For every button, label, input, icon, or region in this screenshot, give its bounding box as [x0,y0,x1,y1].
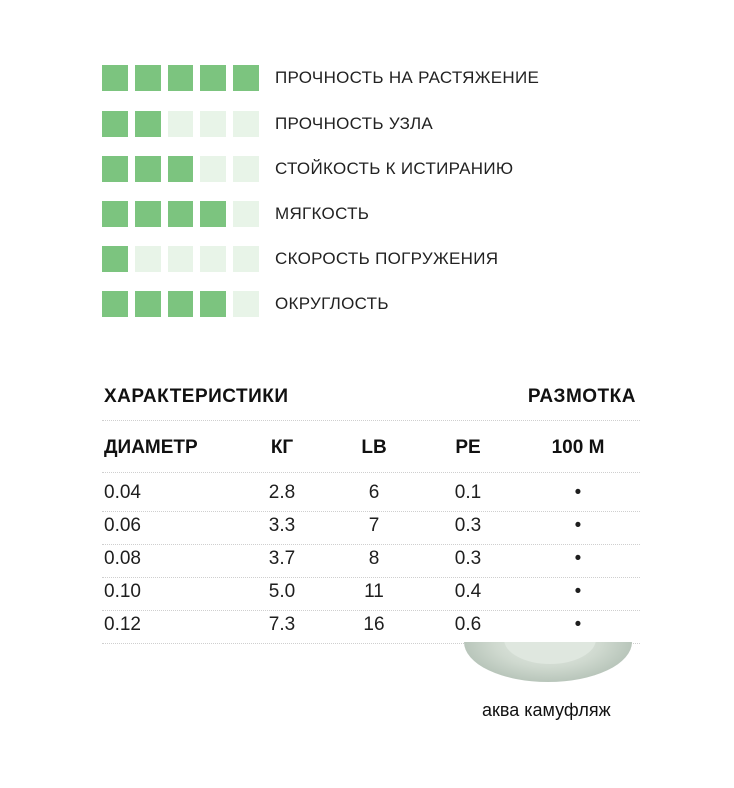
rating-block-filled [200,201,226,227]
rating-block-filled [102,246,128,272]
column-headers [102,430,640,466]
rating-block-filled [200,65,226,91]
rating-blocks [102,291,259,317]
rating-block-filled [102,291,128,317]
table-row [102,510,640,543]
rating-block-empty [233,291,259,317]
rating-blocks [102,65,259,91]
table-title: ХАРАКТЕРИСТИКИ [104,386,289,407]
rating-row [102,246,499,272]
rating-block-filled [102,65,128,91]
cell-lb: 8 [368,548,380,569]
divider [102,420,640,421]
cell-spool: • [574,548,582,569]
cell-spool: • [574,515,582,536]
color-caption: аква камуфляж [482,700,611,720]
rating-block-empty [233,246,259,272]
table-header [102,380,640,414]
cell-diameter: 0.10 [104,581,141,602]
rating-block-filled [135,65,161,91]
rating-row [102,291,389,317]
rating-block-empty [200,111,226,137]
cell-kg: 3.7 [268,548,296,569]
rating-block-empty [135,246,161,272]
rating-block-filled [102,201,128,227]
cell-spool: • [574,482,582,503]
cell-diameter: 0.04 [104,482,141,503]
table-row [102,609,640,642]
rating-block-filled [168,201,194,227]
cell-lb: 16 [363,614,385,635]
spool-title: РАЗМОТКА [527,386,636,407]
cell-diameter: 0.08 [104,548,141,569]
table-row [102,543,640,576]
column-header: 100 M [551,437,605,458]
rating-row [102,111,434,137]
rating-label: СКОРОСТЬ ПОГРУЖЕНИЯ [275,249,499,268]
cell-diameter: 0.06 [104,515,141,536]
rating-block-empty [233,156,259,182]
rating-block-filled [168,65,194,91]
cell-spool: • [574,581,582,602]
table-row [102,576,640,609]
rating-label: СТОЙКОСТЬ К ИСТИРАНИЮ [275,159,514,178]
column-header: КГ [270,437,294,458]
rating-label: ПРОЧНОСТЬ УЗЛА [275,114,434,133]
cell-kg: 2.8 [268,482,296,503]
cell-pe: 0.3 [454,515,482,536]
rating-block-filled [102,111,128,137]
cell-lb: 11 [364,581,384,602]
rating-label: ОКРУГЛОСТЬ [275,294,389,313]
rating-blocks [102,201,259,227]
rating-block-empty [168,111,194,137]
rating-block-filled [135,156,161,182]
cell-spool: • [574,614,582,635]
column-header: LB [361,437,387,458]
rating-row [102,156,514,182]
rating-block-empty [168,246,194,272]
rating-block-filled [168,291,194,317]
rating-block-filled [200,291,226,317]
rating-blocks [102,111,259,137]
column-header: PE [455,437,481,458]
rating-label: МЯГКОСТЬ [275,204,370,223]
cell-lb: 6 [368,482,380,503]
rating-block-filled [102,156,128,182]
rating-block-empty [200,246,226,272]
cell-diameter: 0.12 [104,614,141,635]
rating-block-filled [233,65,259,91]
spool-image [456,642,640,686]
rating-block-filled [135,201,161,227]
cell-pe: 0.4 [454,581,482,602]
rating-blocks [102,246,259,272]
cell-kg: 3.3 [268,515,296,536]
cell-pe: 0.3 [454,548,482,569]
column-header: ДИАМЕТР [104,437,198,458]
rating-block-filled [135,111,161,137]
rating-block-filled [168,156,194,182]
cell-kg: 5.0 [268,581,296,602]
cell-pe: 0.1 [454,482,482,503]
rating-block-empty [233,111,259,137]
cell-lb: 7 [368,515,380,536]
rating-label: ПРОЧНОСТЬ НА РАСТЯЖЕНИЕ [275,68,540,87]
rating-row [102,201,370,227]
rating-block-filled [135,291,161,317]
rating-block-empty [200,156,226,182]
rating-blocks [102,156,259,182]
rating-block-empty [233,201,259,227]
divider [102,472,640,473]
rating-row [102,65,540,91]
cell-kg: 7.3 [268,614,296,635]
cell-pe: 0.6 [454,614,482,635]
table-row [102,477,640,510]
